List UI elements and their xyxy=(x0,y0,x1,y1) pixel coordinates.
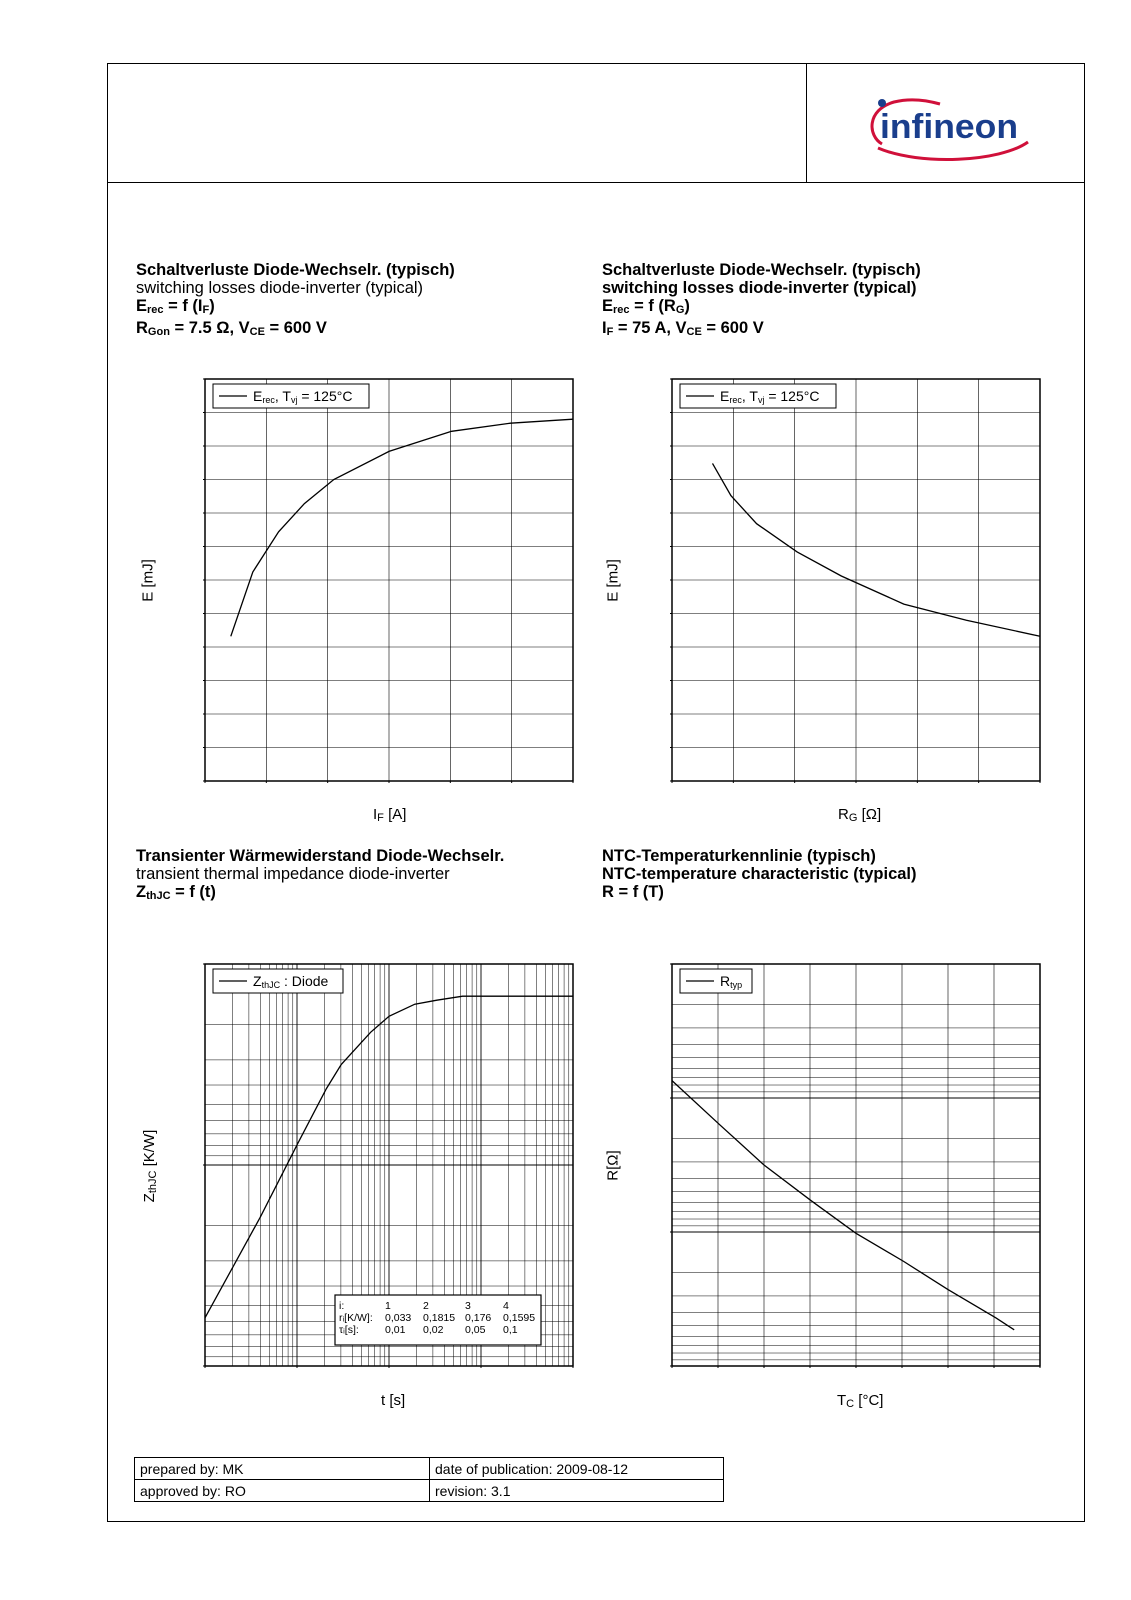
footer-table xyxy=(134,1457,724,1502)
panel1-ylabel: E [mJ] xyxy=(139,559,157,602)
param-cell: 0,02 xyxy=(423,1324,444,1336)
param-cell: 0,05 xyxy=(465,1324,486,1336)
panel3-ylabel: $Z_{thJC}$ [K/W] xyxy=(141,1129,159,1203)
param-cell: 4 xyxy=(503,1300,509,1312)
series-line xyxy=(231,419,573,636)
legend-text: ZthJC : Diode xyxy=(253,973,329,990)
legend-text: Erec, Tvj = 125°C xyxy=(720,388,820,405)
panel2-xlabel: $R_G$ [Ω] xyxy=(838,806,882,824)
panel1-xlabel: $I_F$ [A] xyxy=(373,806,407,824)
panel1-title-en: switching losses diode-inverter (typical) xyxy=(136,279,424,297)
panel1-function: $E_{rec} = f$ $(I_F)$ xyxy=(136,297,215,316)
panel4-xlabel: $T_C$ [°C] xyxy=(837,1392,884,1410)
panel2-title-en: switching losses diode-inverter (typical) xyxy=(602,279,917,297)
publication-date: date of publication: 2009-08-12 xyxy=(430,1458,724,1480)
header-logo-divider xyxy=(806,63,807,183)
param-cell: 0,033 xyxy=(385,1312,412,1324)
legend-text: Rtyp xyxy=(720,973,743,990)
panel3-xlabel: t [s] xyxy=(381,1392,406,1409)
panel4-title-de: NTC-Temperaturkennlinie (typisch) xyxy=(602,847,876,865)
param-cell: i: xyxy=(339,1300,345,1312)
param-cell: rᵢ[K/W]: xyxy=(339,1312,373,1324)
series-line xyxy=(672,1081,1014,1330)
panel2-function: $E_{rec} = f$ $(R_G)$ xyxy=(602,297,690,316)
panel2-conditions: $I_F = 75$ A, $V_{CE} = 600$ V xyxy=(602,319,764,338)
panel1-conditions: $R_{Gon} = 7.5$ Ω, $V_{CE} = 600$ V xyxy=(136,319,327,338)
series-line xyxy=(713,463,1041,636)
param-cell: 0,1595 xyxy=(503,1312,536,1324)
infineon-logo xyxy=(860,92,1050,164)
panel4-ylabel: R[Ω] xyxy=(604,1150,622,1181)
chart-zthjc-vs-t xyxy=(203,962,575,1368)
param-cell: τᵢ[s]: xyxy=(339,1324,359,1336)
revision: revision: 3.1 xyxy=(430,1480,724,1502)
approved-by: approved by: RO xyxy=(135,1480,430,1502)
panel4-title-en: NTC-temperature characteristic (typical) xyxy=(602,865,917,883)
legend-text: Erec, Tvj = 125°C xyxy=(253,388,353,405)
panel3-title-en: transient thermal impedance diode-inverter xyxy=(136,865,450,883)
chart-erec-vs-if xyxy=(203,377,575,783)
chart-erec-vs-rg xyxy=(670,377,1042,783)
param-cell: 2 xyxy=(423,1300,429,1312)
param-cell: 0,1 xyxy=(503,1324,518,1336)
param-cell: 0,176 xyxy=(465,1312,492,1324)
panel2-title-de: Schaltverluste Diode-Wechselr. (typisch) xyxy=(602,261,921,279)
panel1-title-de: Schaltverluste Diode-Wechselr. (typisch) xyxy=(136,261,455,279)
param-cell: 0,1815 xyxy=(423,1312,456,1324)
panel1-title xyxy=(136,261,455,341)
param-cell: 3 xyxy=(465,1300,471,1312)
logo-text: infineon xyxy=(880,108,1018,146)
panel4-function: R = f (T) xyxy=(602,883,664,901)
panel4-title xyxy=(602,847,917,901)
panel3-title xyxy=(136,847,504,905)
chart-ntc-r-vs-t xyxy=(670,962,1042,1368)
panel2-ylabel: E [mJ] xyxy=(604,559,622,602)
param-cell: 0,01 xyxy=(385,1324,406,1336)
panel3-title-de: Transienter Wärmewiderstand Diode-Wechselr. xyxy=(136,847,505,865)
prepared-by: prepared by: MK xyxy=(135,1458,430,1480)
panel2-title xyxy=(602,261,921,341)
header-divider xyxy=(107,182,1085,183)
param-cell: 1 xyxy=(385,1300,391,1312)
panel3-function: $Z_{thJC} = f$ (t) xyxy=(136,883,216,902)
